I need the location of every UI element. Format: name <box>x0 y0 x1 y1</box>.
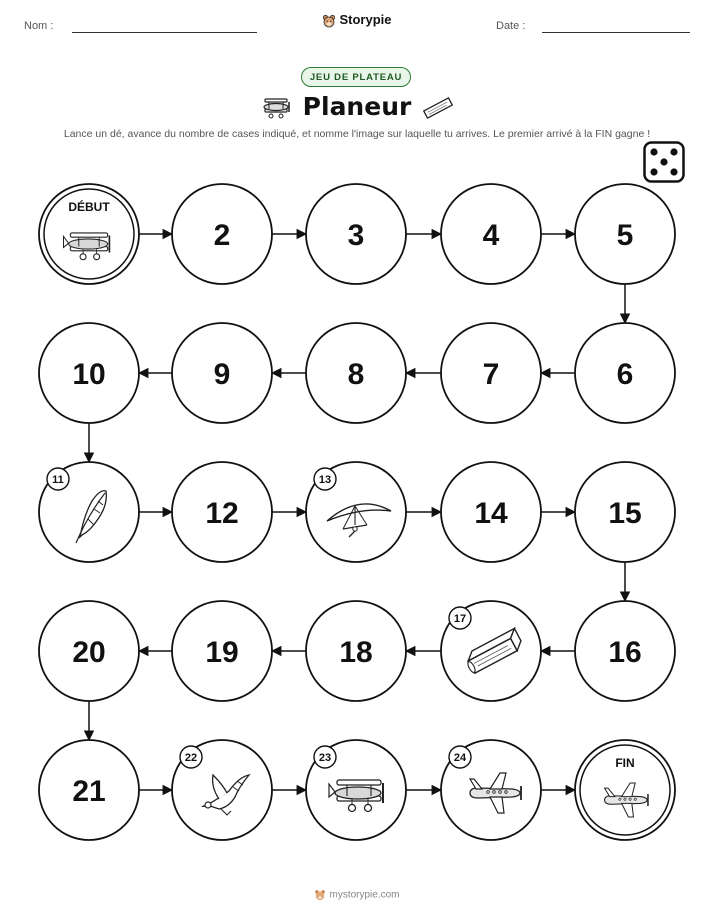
cell-number: 15 <box>608 497 642 530</box>
board-cell-12 <box>172 462 272 562</box>
date-label: Date : <box>496 20 526 32</box>
board-cell-2 <box>172 184 272 284</box>
board-cell-6 <box>575 323 675 423</box>
board-cell-22 <box>172 740 272 840</box>
board-cell-11 <box>39 462 139 562</box>
cell-number: 6 <box>616 358 634 391</box>
board-cell-9 <box>172 323 272 423</box>
cell-number: 19 <box>205 636 239 669</box>
cell-number: 14 <box>474 497 508 530</box>
board-cell-24 <box>441 740 541 840</box>
title-text: Planeur <box>302 92 412 121</box>
footer <box>0 889 714 901</box>
board-cell-21 <box>39 740 139 840</box>
board-cell-3 <box>306 184 406 284</box>
board-cell-1 <box>39 184 139 284</box>
start-label: DÉBUT <box>68 200 110 214</box>
board-cell-14 <box>441 462 541 562</box>
board-cell-5 <box>575 184 675 284</box>
cell-number: 9 <box>213 358 231 391</box>
board-cell-10 <box>39 323 139 423</box>
board-cell-13 <box>306 462 406 562</box>
cell-number: 18 <box>339 636 373 669</box>
cell-number: 12 <box>205 497 239 530</box>
footer-bear-icon <box>314 889 326 901</box>
cell-number: 13 <box>318 474 332 486</box>
cell-number: 22 <box>184 752 198 764</box>
board-cell-8 <box>306 323 406 423</box>
cell-number: 2 <box>213 219 231 252</box>
cell-number: 20 <box>72 636 106 669</box>
cell-number: 5 <box>616 219 634 252</box>
board-cell-15 <box>575 462 675 562</box>
cell-number: 8 <box>347 358 365 391</box>
cell-number: 24 <box>453 752 467 764</box>
instructions: Lance un dé, avance du nombre de cases indiqué, et nomme l'image sur laquelle tu arrives. Le premier arrivé à la FIN gagne ! <box>63 128 651 140</box>
cell-number: 23 <box>318 752 332 764</box>
end-label: FIN <box>615 756 635 770</box>
board-cell-4 <box>441 184 541 284</box>
cell-number: 7 <box>482 358 500 391</box>
board-cell-18 <box>306 601 406 701</box>
board-cell-25 <box>575 740 675 840</box>
category-tag: JEU DE PLATEAU <box>301 67 411 87</box>
cell-number: 4 <box>482 219 500 252</box>
cell-number: 21 <box>72 775 106 808</box>
board-cell-20 <box>39 601 139 701</box>
name-label: Nom : <box>24 20 54 32</box>
board-cell-19 <box>172 601 272 701</box>
cell-number: 16 <box>608 636 642 669</box>
board-cell-7 <box>441 323 541 423</box>
board-cell-16 <box>575 601 675 701</box>
footer-url: mystorypie.com <box>329 889 400 901</box>
brand-name: Storypie <box>339 12 392 27</box>
cell-number: 3 <box>347 219 365 252</box>
cell-number: 11 <box>52 474 64 486</box>
board-cell-23 <box>306 740 406 840</box>
cell-number: 17 <box>453 613 467 625</box>
board-cell-17 <box>441 601 541 701</box>
cell-number: 10 <box>72 358 106 391</box>
cell-circle <box>575 740 675 840</box>
